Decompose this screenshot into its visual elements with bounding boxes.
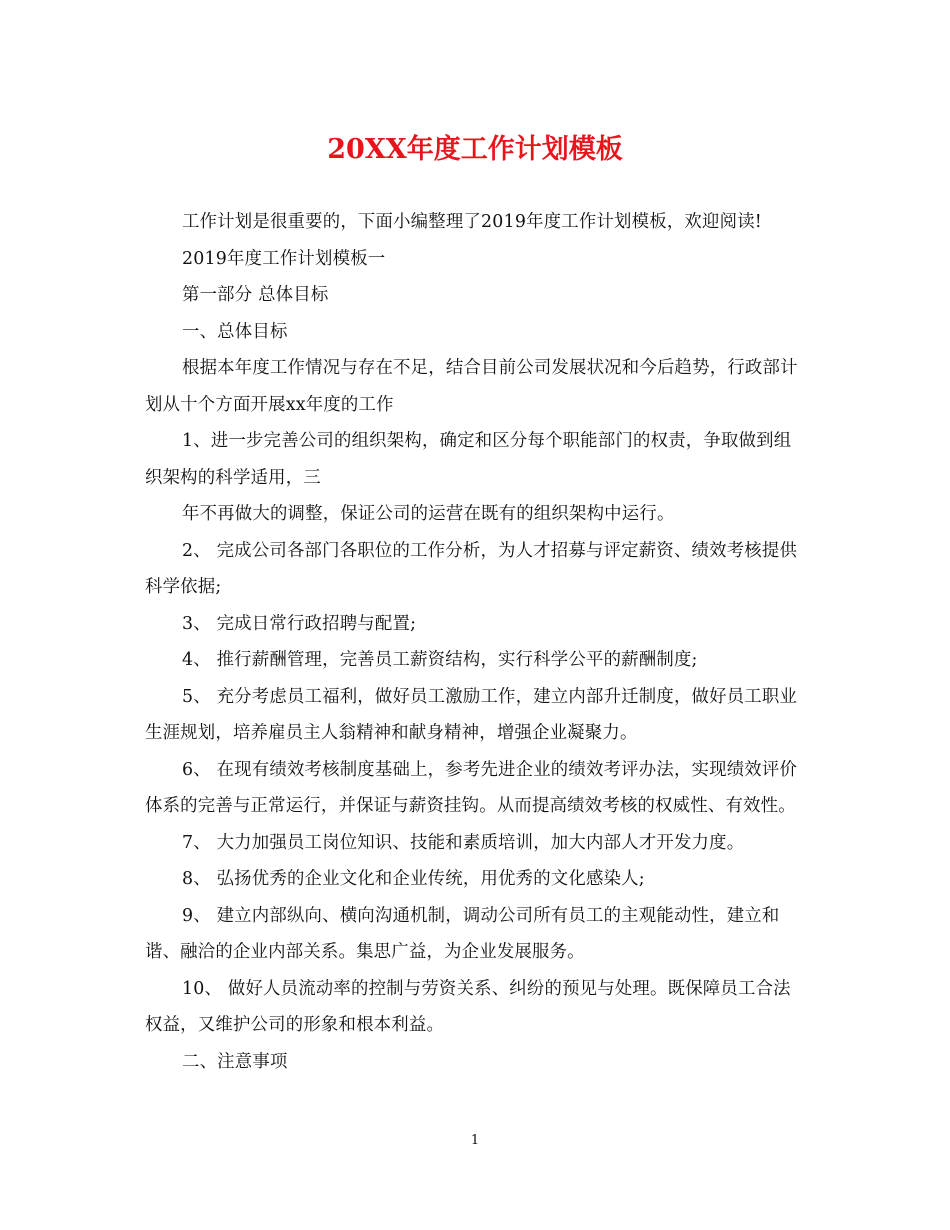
paragraph: 二、注意事项 [182,1051,288,1072]
page-number: 1 [470,1133,480,1148]
paragraph: 第一部分 总体目标 [182,285,329,305]
paragraph: 8、 弘扬优秀的企业文化和企业传统，用优秀的文化感染人; [182,869,645,889]
document-body [145,204,807,1080]
paragraph: 根据本年度工作情况与存在不足，结合目前公司发展状况和今后趋势，行政部计划从十个方面开展xx年度的工作 [145,358,798,415]
paragraph: 3、 完成日常行政招聘与配置; [182,613,417,634]
paragraph: 4、 推行薪酬管理，完善员工薪资结构，实行科学公平的薪酬制度; [182,650,698,670]
paragraph: 6、 在现有绩效考核制度基础上，参考先进企业的绩效考评办法，实现绩效评价体系的完善与正常运行，并保证与薪资挂钩。从而提高绩效考核的权威性、有效性。 [145,759,798,816]
document-title: 20XX年度工作计划模板 [327,134,623,165]
paragraph: 7、 大力加强员工岗位知识、技能和素质培训，加大内部人才开发力度。 [182,832,745,853]
paragraph: 工作计划是很重要的，下面小编整理了2019年度工作计划模板，欢迎阅读! [182,212,762,232]
paragraph: 2、 完成公司各部门各职位的工作分析，为人才招募与评定薪资、绩效考核提供科学依据; [145,540,798,597]
paragraph: 10、 做好人员流动率的控制与劳资关系、纠纷的预见与处理。既保障员工合法权益，又维护公司的形象和根本利益。 [145,978,791,1035]
paragraph: 2019年度工作计划模板一 [182,248,386,269]
paragraph: 1、进一步完善公司的组织架构，确定和区分每个职能部门的权责，争取做到组织架构的科学适用，三 [145,431,792,488]
paragraph: 5、 充分考虑员工福利，做好员工激励工作，建立内部升迁制度，做好员工职业生涯规划，培养雇员主人翁精神和献身精神，增强企业凝聚力。 [145,686,798,743]
paragraph: 一、总体目标 [182,321,288,342]
paragraph: 年不再做大的调整，保证公司的运营在既有的组织架构中运行。 [182,504,675,524]
paragraph: 9、 建立内部纵向、横向沟通机制，调动公司所有员工的主观能动性，建立和谐、融洽的企业内部关系。集思广益，为企业发展服务。 [145,905,780,962]
